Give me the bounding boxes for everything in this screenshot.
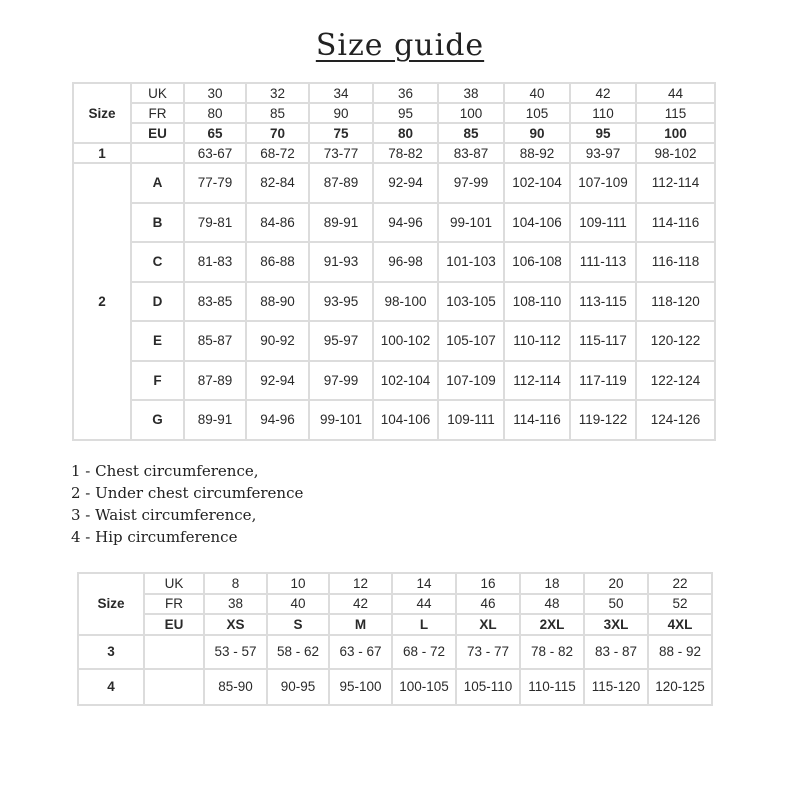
under-chest-value-cell: 93-95 <box>309 282 373 322</box>
under-chest-value-cell: 98-100 <box>373 282 438 322</box>
under-chest-value-cell: 108-110 <box>504 282 570 322</box>
cup-row <box>73 203 715 243</box>
size-fr-cell: 100 <box>438 103 504 123</box>
size-eu-cell: 65 <box>184 123 246 143</box>
under-chest-value-cell: 106-108 <box>504 242 570 282</box>
hip-value-cell: 100-105 <box>392 669 456 705</box>
size-eu-cell: 70 <box>246 123 309 143</box>
measurement-legend <box>71 460 303 548</box>
under-chest-value-cell: 105-107 <box>438 321 504 361</box>
size-uk-cell: 20 <box>584 573 648 594</box>
size-fr-cell: 95 <box>373 103 438 123</box>
under-chest-value-cell: 118-120 <box>636 282 715 322</box>
system-label: EU <box>131 123 184 143</box>
legend-item: 1 - Chest circumference, <box>71 462 259 480</box>
size-uk-cell: 30 <box>184 83 246 103</box>
size-fr-cell: 105 <box>504 103 570 123</box>
chest-value-cell: 88-92 <box>504 143 570 163</box>
size-eu-cell: 95 <box>570 123 636 143</box>
under-chest-value-cell: 100-102 <box>373 321 438 361</box>
under-chest-value-cell: 99-101 <box>309 400 373 440</box>
under-chest-value-cell: 83-85 <box>184 282 246 322</box>
size-eu-cell: M <box>329 614 392 635</box>
waist-value-cell: 58 - 62 <box>267 635 329 669</box>
cup-label: D <box>131 282 184 322</box>
under-chest-value-cell: 104-106 <box>504 203 570 243</box>
page-title: Size guide <box>315 28 485 63</box>
hip-row <box>78 669 712 705</box>
size-fr-cell: 42 <box>329 594 392 615</box>
under-chest-value-cell: 94-96 <box>246 400 309 440</box>
under-chest-value-cell: 84-86 <box>246 203 309 243</box>
size-uk-cell: 44 <box>636 83 715 103</box>
under-chest-value-cell: 96-98 <box>373 242 438 282</box>
empty-cell <box>144 669 204 705</box>
measure-label-1: 1 <box>73 143 131 163</box>
size-uk-cell: 10 <box>267 573 329 594</box>
size-fr-cell: 85 <box>246 103 309 123</box>
size-eu-cell: 90 <box>504 123 570 143</box>
size-eu-cell: 80 <box>373 123 438 143</box>
system-label: UK <box>144 573 204 594</box>
under-chest-value-cell: 97-99 <box>438 163 504 203</box>
size-eu-cell: XL <box>456 614 520 635</box>
legend-item: 2 - Under chest circumference <box>71 484 304 502</box>
under-chest-value-cell: 87-89 <box>309 163 373 203</box>
under-chest-value-cell: 88-90 <box>246 282 309 322</box>
under-chest-value-cell: 117-119 <box>570 361 636 401</box>
hip-value-cell: 90-95 <box>267 669 329 705</box>
briefs-size-table <box>77 572 713 706</box>
size-fr-cell: 44 <box>392 594 456 615</box>
size-fr-cell: 115 <box>636 103 715 123</box>
size-uk-cell: 14 <box>392 573 456 594</box>
system-label: UK <box>131 83 184 103</box>
system-label: FR <box>144 594 204 615</box>
under-chest-value-cell: 112-114 <box>636 163 715 203</box>
chest-value-cell: 63-67 <box>184 143 246 163</box>
size-fr-cell: 40 <box>267 594 329 615</box>
waist-value-cell: 88 - 92 <box>648 635 712 669</box>
waist-value-cell: 78 - 82 <box>520 635 584 669</box>
bra-size-table <box>72 82 716 441</box>
hip-value-cell: 105-110 <box>456 669 520 705</box>
legend-item: 3 - Waist circumference, <box>71 506 257 524</box>
size-fr-cell: 48 <box>520 594 584 615</box>
chest-value-cell: 68-72 <box>246 143 309 163</box>
chest-value-cell: 93-97 <box>570 143 636 163</box>
header-row <box>78 573 712 594</box>
size-eu-cell: L <box>392 614 456 635</box>
under-chest-value-cell: 110-112 <box>504 321 570 361</box>
cup-row <box>73 242 715 282</box>
size-uk-cell: 34 <box>309 83 373 103</box>
under-chest-value-cell: 116-118 <box>636 242 715 282</box>
size-eu-cell: 100 <box>636 123 715 143</box>
under-chest-value-cell: 79-81 <box>184 203 246 243</box>
system-label: FR <box>131 103 184 123</box>
header-row <box>73 123 715 143</box>
chest-value-cell: 73-77 <box>309 143 373 163</box>
measure-label-3: 3 <box>78 635 144 669</box>
waist-value-cell: 53 - 57 <box>204 635 267 669</box>
hip-value-cell: 110-115 <box>520 669 584 705</box>
size-fr-cell: 90 <box>309 103 373 123</box>
cup-row <box>73 400 715 440</box>
size-uk-cell: 18 <box>520 573 584 594</box>
size-fr-cell: 50 <box>584 594 648 615</box>
under-chest-value-cell: 82-84 <box>246 163 309 203</box>
under-chest-value-cell: 109-111 <box>570 203 636 243</box>
under-chest-value-cell: 109-111 <box>438 400 504 440</box>
waist-value-cell: 63 - 67 <box>329 635 392 669</box>
size-eu-cell: 4XL <box>648 614 712 635</box>
waist-value-cell: 73 - 77 <box>456 635 520 669</box>
cup-row <box>73 163 715 203</box>
size-fr-cell: 46 <box>456 594 520 615</box>
under-chest-value-cell: 99-101 <box>438 203 504 243</box>
cup-label: C <box>131 242 184 282</box>
size-uk-cell: 38 <box>438 83 504 103</box>
under-chest-value-cell: 81-83 <box>184 242 246 282</box>
cup-row <box>73 321 715 361</box>
under-chest-value-cell: 107-109 <box>438 361 504 401</box>
under-chest-value-cell: 77-79 <box>184 163 246 203</box>
cup-label: B <box>131 203 184 243</box>
under-chest-value-cell: 115-117 <box>570 321 636 361</box>
cup-row <box>73 282 715 322</box>
header-row <box>78 594 712 615</box>
chest-value-cell: 98-102 <box>636 143 715 163</box>
under-chest-value-cell: 97-99 <box>309 361 373 401</box>
cup-label: A <box>131 163 184 203</box>
hip-value-cell: 95-100 <box>329 669 392 705</box>
under-chest-value-cell: 112-114 <box>504 361 570 401</box>
under-chest-value-cell: 102-104 <box>373 361 438 401</box>
header-row <box>73 103 715 123</box>
chest-value-cell: 78-82 <box>373 143 438 163</box>
size-eu-cell: XS <box>204 614 267 635</box>
under-chest-value-cell: 102-104 <box>504 163 570 203</box>
under-chest-value-cell: 114-116 <box>504 400 570 440</box>
under-chest-value-cell: 101-103 <box>438 242 504 282</box>
size-uk-cell: 36 <box>373 83 438 103</box>
under-chest-value-cell: 122-124 <box>636 361 715 401</box>
under-chest-value-cell: 87-89 <box>184 361 246 401</box>
size-fr-cell: 80 <box>184 103 246 123</box>
size-uk-cell: 22 <box>648 573 712 594</box>
under-chest-value-cell: 111-113 <box>570 242 636 282</box>
under-chest-value-cell: 94-96 <box>373 203 438 243</box>
chest-value-cell: 83-87 <box>438 143 504 163</box>
under-chest-value-cell: 113-115 <box>570 282 636 322</box>
size-eu-cell: 3XL <box>584 614 648 635</box>
measure-label-4: 4 <box>78 669 144 705</box>
under-chest-value-cell: 124-126 <box>636 400 715 440</box>
cup-label: F <box>131 361 184 401</box>
system-label: EU <box>144 614 204 635</box>
size-header: Size <box>78 573 144 635</box>
size-header: Size <box>73 83 131 143</box>
size-eu-cell: S <box>267 614 329 635</box>
under-chest-value-cell: 89-91 <box>309 203 373 243</box>
size-uk-cell: 8 <box>204 573 267 594</box>
under-chest-value-cell: 119-122 <box>570 400 636 440</box>
under-chest-value-cell: 90-92 <box>246 321 309 361</box>
cup-label: G <box>131 400 184 440</box>
under-chest-value-cell: 114-116 <box>636 203 715 243</box>
size-fr-cell: 38 <box>204 594 267 615</box>
size-fr-cell: 110 <box>570 103 636 123</box>
size-uk-cell: 12 <box>329 573 392 594</box>
hip-value-cell: 120-125 <box>648 669 712 705</box>
empty-cell <box>144 635 204 669</box>
chest-row <box>73 143 715 163</box>
cup-row <box>73 361 715 401</box>
legend-item: 4 - Hip circumference <box>71 528 238 546</box>
cup-label: E <box>131 321 184 361</box>
under-chest-value-cell: 107-109 <box>570 163 636 203</box>
size-eu-cell: 75 <box>309 123 373 143</box>
under-chest-value-cell: 92-94 <box>246 361 309 401</box>
size-eu-cell: 85 <box>438 123 504 143</box>
waist-value-cell: 68 - 72 <box>392 635 456 669</box>
under-chest-value-cell: 120-122 <box>636 321 715 361</box>
waist-row <box>78 635 712 669</box>
under-chest-value-cell: 86-88 <box>246 242 309 282</box>
hip-value-cell: 115-120 <box>584 669 648 705</box>
size-uk-cell: 32 <box>246 83 309 103</box>
empty-cell <box>131 143 184 163</box>
size-uk-cell: 40 <box>504 83 570 103</box>
size-uk-cell: 16 <box>456 573 520 594</box>
waist-value-cell: 83 - 87 <box>584 635 648 669</box>
under-chest-value-cell: 95-97 <box>309 321 373 361</box>
under-chest-value-cell: 85-87 <box>184 321 246 361</box>
under-chest-value-cell: 103-105 <box>438 282 504 322</box>
header-row <box>78 614 712 635</box>
measure-label-2: 2 <box>73 163 131 440</box>
size-fr-cell: 52 <box>648 594 712 615</box>
under-chest-value-cell: 92-94 <box>373 163 438 203</box>
hip-value-cell: 85-90 <box>204 669 267 705</box>
size-uk-cell: 42 <box>570 83 636 103</box>
under-chest-value-cell: 89-91 <box>184 400 246 440</box>
under-chest-value-cell: 104-106 <box>373 400 438 440</box>
header-row <box>73 83 715 103</box>
size-eu-cell: 2XL <box>520 614 584 635</box>
under-chest-value-cell: 91-93 <box>309 242 373 282</box>
